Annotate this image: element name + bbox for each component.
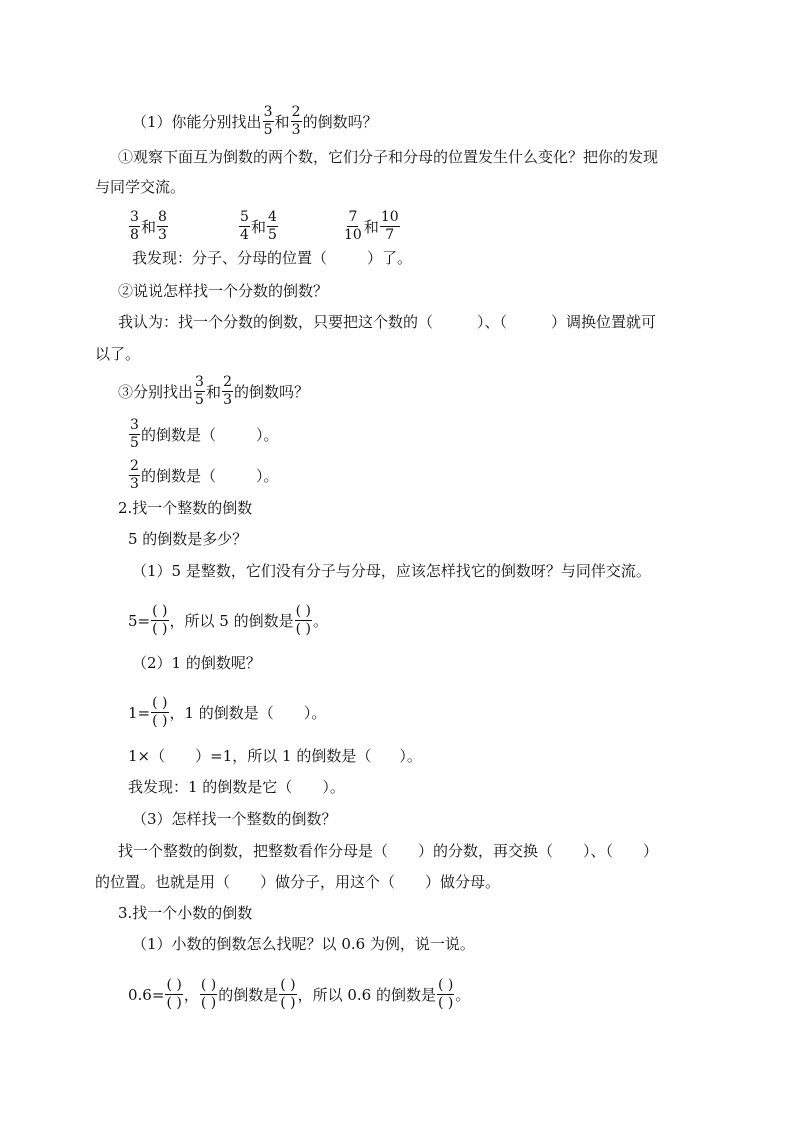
eq-5: 5= $\frac{( )}{( )}$ ，所以 5 的倒数是 $\frac{( )}{( )}$ 。 [128, 603, 328, 637]
section-2-title: 2.找一个整数的倒数 [118, 499, 253, 517]
blank-fraction[interactable]: $\frac{( )}{( )}$ [166, 977, 182, 1011]
fraction-2-3: $\frac{2}{3}$ [291, 104, 301, 138]
question-2: ②说说怎样找一个分数的倒数？ [118, 282, 329, 300]
observe-line-1: ①观察下面互为倒数的两个数，它们分子和分母的位置发生什么变化？把你的发现 [118, 148, 659, 166]
blank-fraction[interactable]: $\frac{( )}{( )}$ [200, 977, 217, 1011]
blank-fraction[interactable]: $\frac{( )}{( )}$ [280, 977, 296, 1011]
blank-fraction[interactable]: $\frac{( )}{( )}$ [295, 603, 311, 637]
section-2-p2: （2）1 的倒数呢？ [132, 654, 261, 672]
pair-1: $\frac{3}{8}$ 和 $\frac{8}{3}$ [130, 209, 167, 243]
section-3-title: 3.找一个小数的倒数 [118, 904, 253, 922]
eq-1: 1= $\frac{( )}{( )}$ ，1 的倒数是（ ）。 [128, 695, 327, 729]
observe-line-2: 与同学交流。 [95, 178, 186, 196]
discover-2: 我发现：1 的倒数是它（ ）。 [128, 778, 345, 796]
eq-0-6: 0.6= $\frac{( )}{( )}$ ， $\frac{( )}{( )}$ 的倒数是 $\frac{( )}{( )}$ ，所以 0.6 的倒数是 $\frac{( )}{( )}$ 。 [128, 977, 471, 1011]
section-2-p1: （1）5 是整数，它们没有分子与分母，应该怎样找它的倒数呀？与同伴交流。 [132, 562, 651, 580]
how-line-1: 找一个整数的倒数，把整数看作分母是（ ）的分数，再交换（ ）、（ ） [118, 842, 659, 860]
think-line-1: 我认为：找一个分数的倒数，只要把这个数的（ ）、（ ）调换位置就可 [118, 313, 657, 331]
section-2-p3: （3）怎样找一个整数的倒数？ [132, 810, 337, 828]
discover-1: 我发现：分子、分母的位置（ ）了。 [132, 249, 413, 267]
blank-fraction[interactable]: $\frac{( )}{( )}$ [152, 603, 168, 637]
answer-3-5: $\frac{3}{5}$ 的倒数是（ ）。 [130, 417, 279, 451]
section-3-p1: （1）小数的倒数怎么找呢？以 0.6 为例，说一说。 [132, 935, 475, 953]
pair-3: $\frac{7}{10}$ 和 $\frac{10}{7}$ [344, 209, 399, 243]
question-1: （1）你能分别找出 $\frac{3}{5}$ 和 $\frac{2}{3}$ 的倒数吗？ [132, 104, 378, 138]
question-3: ③分别找出 $\frac{3}{5}$ 和 $\frac{2}{3}$ 的倒数吗？ [118, 374, 310, 408]
multiply-line: 1×（ ）=1，所以 1 的倒数是（ ）。 [128, 747, 422, 765]
section-2-question: 5 的倒数是多少？ [128, 530, 248, 548]
think-line-2: 以了。 [95, 345, 141, 363]
answer-2-3: $\frac{2}{3}$ 的倒数是（ ）。 [130, 458, 279, 492]
how-line-2: 的位置。也就是用（ ）做分子，用这个（ ）做分母。 [95, 873, 501, 891]
fraction-3-5: $\frac{3}{5}$ [263, 104, 273, 138]
blank-fraction[interactable]: $\frac{( )}{( )}$ [438, 977, 454, 1011]
pair-2: $\frac{5}{4}$ 和 $\frac{4}{5}$ [240, 209, 277, 243]
blank-fraction[interactable]: $\frac{( )}{( )}$ [152, 695, 168, 729]
